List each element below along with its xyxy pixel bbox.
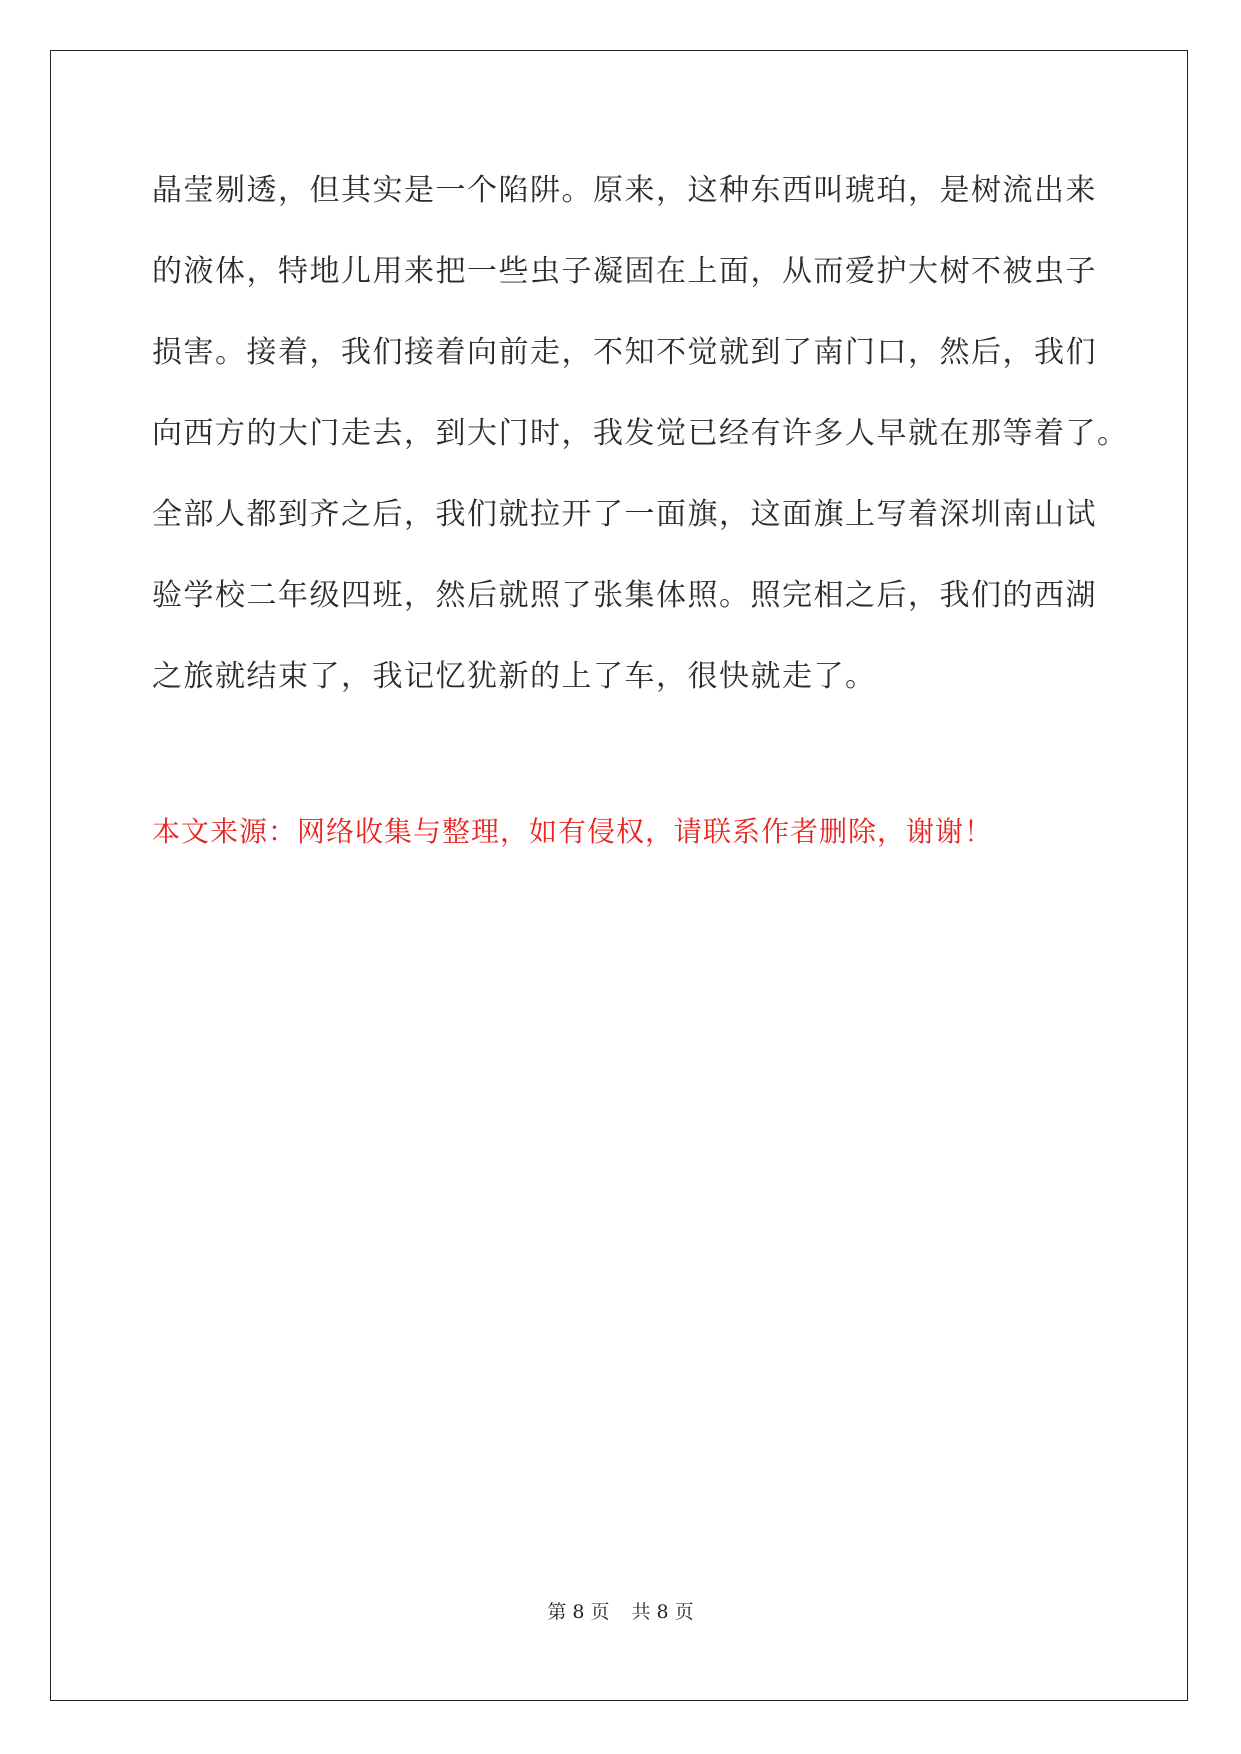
body-line: 损害。接着，我们接着向前走，不知不觉就到了南门口，然后，我们 [152,335,1097,370]
body-line: 的液体，特地儿用来把一些虫子凝固在上面，从而爱护大树不被虫子 [152,254,1097,289]
body-line: 全部人都到齐之后，我们就拉开了一面旗，这面旗上写着深圳南山试 [152,497,1097,532]
source-disclaimer: 本文来源：网络收集与整理，如有侵权，请联系作者删除，谢谢！ [152,815,994,848]
document-body [152,160,1129,727]
body-line: 向西方的大门走去，到大门时，我发觉已经有许多人早就在那等着了。 [152,416,1129,451]
page-number-total: 共 8 页 [631,1601,694,1623]
body-line: 验学校二年级四班，然后就照了张集体照。照完相之后，我们的西湖 [152,578,1097,613]
page-number-current: 第 8 页 [547,1601,610,1623]
page-footer [0,1597,1241,1624]
body-line: 晶莹剔透，但其实是一个陷阱。原来，这种东西叫琥珀，是树流出来 [152,173,1097,208]
body-line: 之旅就结束了，我记忆犹新的上了车，很快就走了。 [152,659,877,694]
